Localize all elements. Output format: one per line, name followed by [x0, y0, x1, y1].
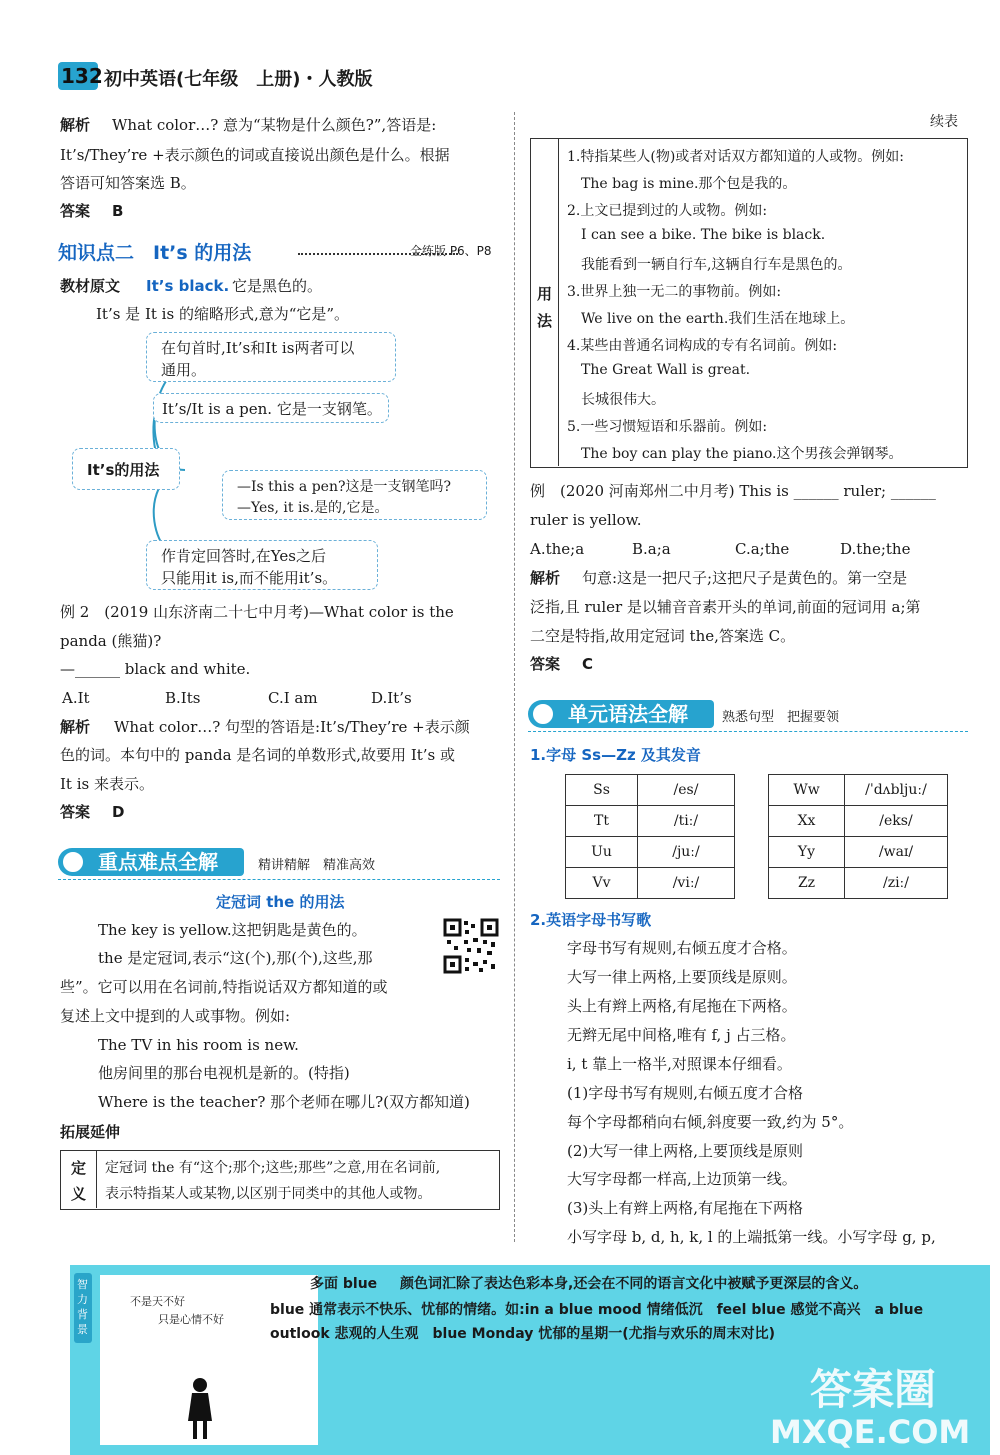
definition-text: 表示特指某人或某物,以区别于同类中的其他人或物。: [105, 1186, 432, 1202]
example2-question: 例 2 (2019 山东济南二十七中月考)—What color is the: [60, 603, 454, 621]
answer-label: 答案: [530, 655, 561, 673]
mind-map-branch: [146, 332, 396, 382]
usage-line: We live on the earth.我们生活在地球上。: [581, 311, 855, 327]
mind-map-branch: [222, 470, 487, 520]
watermark: 答案圈: [810, 1365, 937, 1414]
analysis-text: 二空是特指,故用定冠词 the,答案选 C。: [530, 627, 796, 645]
option-b: B.Its: [165, 689, 201, 707]
analysis-label: 解析: [530, 569, 561, 587]
phonetic-cell: /ˈdʌbljuː/: [845, 775, 948, 806]
analysis-text: 句意:这是一把尺子;这把尺子是黄色的。第一空是: [582, 569, 908, 587]
body-text: 他房间里的那台电视机是新的。(特指): [98, 1064, 350, 1082]
knowledge-point-title: 知识点二 It’s 的用法: [58, 242, 252, 264]
qr-code[interactable]: [443, 918, 499, 974]
letter-table-right: [768, 774, 948, 899]
answer-label: 答案: [60, 202, 91, 220]
analysis-text: It’s/They’re +表示颜色的词或直接说出颜色是什么。根据: [60, 146, 450, 164]
letter-table-left: [565, 774, 735, 899]
analysis-text: What color…? 意为“某物是什么颜色?”,答语是:: [112, 116, 437, 134]
mind-map-text: 作肯定回答时,在Yes之后: [161, 547, 326, 565]
mind-map-text: 通用。: [161, 361, 207, 379]
song-line: (3)头上有辫上两格,有尾拖在下两格: [567, 1199, 804, 1217]
analysis-text: What color…? 句型的答语是:It’s/They’re +表示颜: [114, 718, 470, 736]
option-a: A.the;a: [530, 540, 585, 558]
analysis-text: 泛指,且 ruler 是以辅音音素开头的单词,前面的冠词用 a;第: [530, 598, 921, 616]
analysis-text: 答语可知答案选 B。: [60, 174, 196, 192]
definition-text: 定冠词 the 有“这个;那个;这些;那些”之意,用在名词前,: [105, 1160, 441, 1176]
table-row: [566, 837, 735, 868]
book-title: 初中英语(七年级 上册)・人教版: [104, 69, 373, 90]
phonetic-cell: /tiː/: [638, 806, 735, 837]
watermark: MXQE.COM: [770, 1413, 971, 1451]
usage-label: 法: [537, 312, 553, 330]
phonetic-cell: /ziː/: [845, 868, 948, 899]
table-row: [769, 837, 948, 868]
definition-label-cell: [61, 1151, 97, 1208]
table-row: [566, 868, 735, 899]
mind-map-text: 只能用it is,而不能用it’s。: [161, 569, 338, 587]
usage-line: I can see a bike. The bike is black.: [581, 227, 826, 243]
footer-side-label: 智力背景: [77, 1278, 88, 1336]
answer-label: 答案: [60, 803, 91, 821]
letter-cell: Vv: [566, 868, 638, 899]
table-row: [769, 868, 948, 899]
body-text: The key is yellow.这把钥匙是黄色的。: [98, 921, 367, 939]
body-text: the 是定冠词,表示“这(个),那(个),这些,那: [98, 949, 373, 967]
page-number: 132: [61, 64, 103, 88]
definition-label: 定: [71, 1159, 87, 1177]
textbook-label: 教材原文: [60, 277, 121, 295]
definition-table: [60, 1150, 500, 1210]
song-line: 无辫无尾中间格,唯有 f, j 占三格。: [567, 1026, 796, 1044]
extension-heading: 拓展延伸: [60, 1123, 121, 1141]
mind-map-text: —Is this a pen?这是一支钢笔吗?: [237, 479, 451, 495]
footer-text: outlook 悲观的人生观 blue Monday 忧郁的星期一(尤指与欢乐的周末对比): [270, 1326, 776, 1342]
section-banner-title: 重点难点全解: [98, 850, 218, 874]
letter-cell: Yy: [769, 837, 845, 868]
phonetic-cell: /viː/: [638, 868, 735, 899]
example-question: 例 (2020 河南郑州二中月考) This is ______ ruler; ______: [530, 482, 936, 500]
example-question: ruler is yellow.: [530, 511, 642, 529]
letter-cell: Zz: [769, 868, 845, 899]
section-banner: [528, 700, 968, 732]
usage-line: 4.某些由普通名词构成的专有名词前。例如:: [567, 338, 838, 354]
definition-label: 义: [71, 1185, 87, 1203]
section-banner-subtitle: 熟悉句型 把握要领: [722, 710, 840, 725]
phonetic-cell: /eks/: [845, 806, 948, 837]
answer-value: C: [582, 655, 594, 673]
song-line: 字母书写有规则,右倾五度才合格。: [567, 939, 797, 957]
grammar-section-title: 1.字母 Ss—Zz 及其发音: [530, 746, 701, 764]
song-line: (2)大写一律上两格,上要顶线是原则: [567, 1142, 804, 1160]
usage-line: 1.特指某些人(物)或者对话双方都知道的人或物。例如:: [567, 149, 904, 165]
analysis-label: 解析: [60, 718, 91, 736]
section-banner-title: 单元语法全解: [568, 702, 688, 726]
option-c: C.a;the: [735, 540, 790, 558]
song-line: (1)字母书写有规则,右倾五度才合格: [567, 1084, 804, 1102]
body-text: 些”。它可以用在名词前,特指说话双方都知道的或: [60, 978, 388, 996]
analysis-label: 解析: [60, 116, 91, 134]
mind-map-text: It’s/It is a pen. 它是一支钢笔。: [162, 400, 382, 418]
table-row: [566, 775, 735, 806]
letter-cell: Tt: [566, 806, 638, 837]
option-d: D.the;the: [840, 540, 911, 558]
continued-label: 续表: [930, 114, 958, 130]
speaker-icon: [60, 849, 86, 875]
textbook-example-cn: 它是黑色的。: [232, 277, 323, 295]
mind-map-branch: [153, 393, 389, 423]
grammar-section-title: 2.英语字母书写歌: [530, 911, 652, 929]
mind-map-center-label: It’s的用法: [87, 461, 160, 479]
usage-table: [530, 138, 968, 468]
column-divider: [514, 112, 515, 1242]
footer-text: blue 通常表示不快乐、忧郁的情绪。如:in a blue mood 情绪低沉 feel blue 感觉不高兴 a blue: [270, 1302, 924, 1318]
abbr-explanation: It’s 是 It is 的缩略形式,意为“它是”。: [96, 305, 350, 323]
textbook-example-en: It’s black.: [146, 277, 230, 295]
illustration-caption: 只是心情不好: [158, 1313, 224, 1326]
phonetic-cell: /juː/: [638, 837, 735, 868]
section-banner: [58, 848, 500, 880]
phonetic-cell: /es/: [638, 775, 735, 806]
option-c: C.I am: [268, 689, 318, 707]
option-d: D.It’s: [371, 689, 412, 707]
option-a: A.It: [62, 689, 90, 707]
example2-question: —______ black and white.: [60, 660, 251, 678]
usage-line: The boy can play the piano.这个男孩会弹钢琴。: [581, 446, 903, 462]
song-line: 小写字母 b, d, h, k, l 的上端抵第一线。小写字母 g, p,: [567, 1228, 936, 1246]
letter-cell: Uu: [566, 837, 638, 868]
answer-value: D: [112, 803, 125, 821]
mind-map-text: 在句首时,It’s和It is两者可以: [161, 339, 355, 357]
letter-cell: Xx: [769, 806, 845, 837]
answer-value: B: [112, 202, 124, 220]
illustration-caption: 不是天不好: [130, 1295, 185, 1308]
knowledge-point-heading: [58, 238, 500, 268]
usage-line: 2.上文已提到过的人或物。例如:: [567, 203, 768, 219]
option-b: B.a;a: [632, 540, 671, 558]
table-row: [769, 775, 948, 806]
footer-panel: [70, 1265, 990, 1455]
table-row: [566, 806, 735, 837]
section-banner-subtitle: 精讲精解 精准高效: [258, 858, 376, 873]
analysis-text: 色的词。本句中的 panda 是名词的单数形式,故要用 It’s 或: [60, 746, 456, 764]
song-line: 大写一律上两格,上要顶线是原则。: [567, 968, 797, 986]
usage-line: 长城很伟大。: [581, 392, 665, 408]
mind-map-center: [72, 448, 180, 490]
subsection-title: 定冠词 the 的用法: [216, 893, 345, 911]
usage-label-cell: [531, 139, 559, 466]
speaker-icon: [530, 701, 556, 727]
body-text: 复述上文中提到的人或事物。例如:: [60, 1007, 291, 1025]
mind-map-text: —Yes, it is.是的,它是。: [237, 500, 389, 516]
table-row: [769, 806, 948, 837]
letter-cell: Ww: [769, 775, 845, 806]
usage-label: 用: [537, 285, 553, 303]
mind-map-branch: [146, 540, 378, 590]
footer-text: 颜色词汇除了表达色彩本身,还会在不同的语言文化中被赋予更深层的含义。: [400, 1276, 868, 1292]
usage-line: The bag is mine.那个包是我的。: [581, 176, 797, 192]
knowledge-point-ref: 全练版 P6、P8: [410, 244, 492, 258]
page-header: [58, 62, 503, 92]
footer-side-tab: [74, 1273, 92, 1343]
usage-line: The Great Wall is great.: [581, 362, 751, 378]
song-line: 头上有辫上两格,有尾拖在下两格。: [567, 997, 797, 1015]
letter-cell: Ss: [566, 775, 638, 806]
song-line: i, t 靠上一格半,对照课本仔细看。: [567, 1055, 792, 1073]
girl-figure-icon: [180, 1375, 220, 1445]
analysis-text: It is 来表示。: [60, 775, 154, 793]
example2-question: panda (熊猫)?: [60, 632, 162, 650]
body-text: The TV in his room is new.: [98, 1036, 299, 1054]
usage-line: 我能看到一辆自行车,这辆自行车是黑色的。: [581, 257, 852, 273]
song-line: 每个字母都稍向右倾,斜度要一致,约为 5°。: [567, 1113, 854, 1131]
usage-line: 5.一些习惯短语和乐器前。例如:: [567, 419, 768, 435]
footer-heading: 多面 blue: [310, 1276, 378, 1292]
usage-line: 3.世界上独一无二的事物前。例如:: [567, 284, 782, 300]
song-line: 大写字母都一样高,上边顶第一线。: [567, 1170, 797, 1188]
phonetic-cell: /waɪ/: [845, 837, 948, 868]
body-text: Where is the teacher? 那个老师在哪儿?(双方都知道): [98, 1093, 470, 1111]
